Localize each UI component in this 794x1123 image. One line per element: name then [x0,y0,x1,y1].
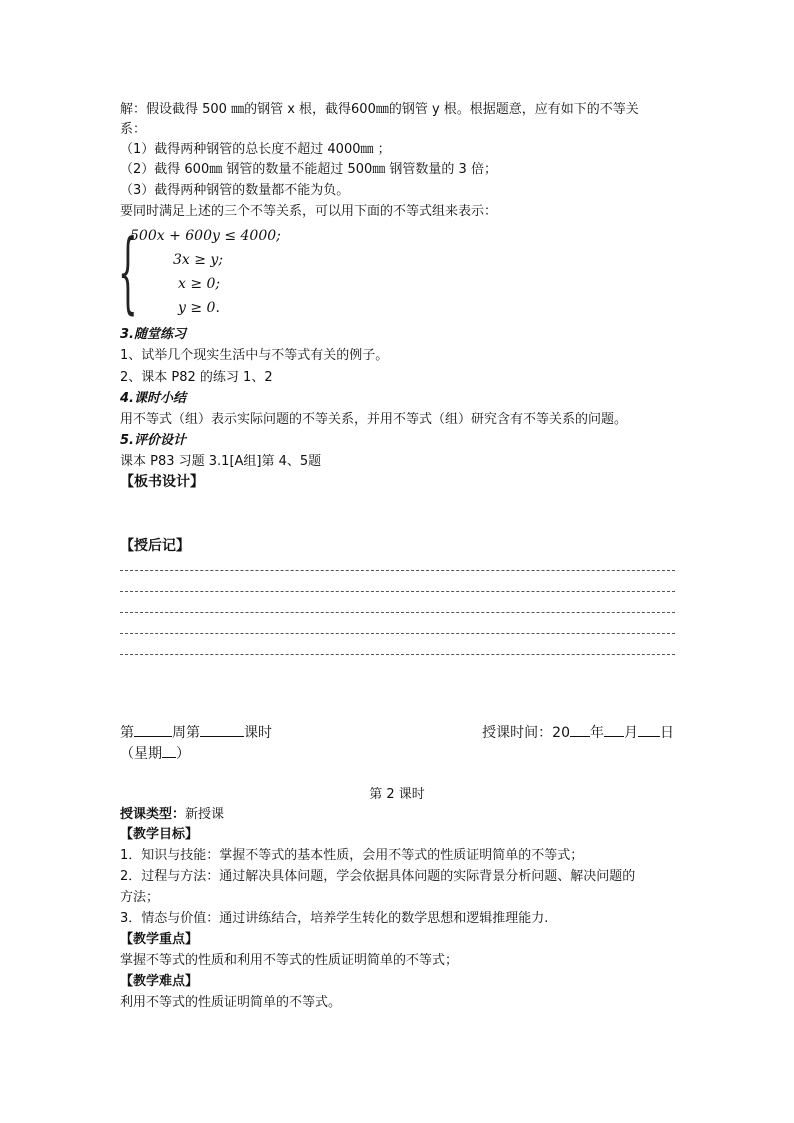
note-line [120,570,675,571]
note-line [120,591,675,592]
inequality-3: x ≥ 0; [178,276,221,292]
difficulty-heading: 【教学难点】 [120,974,199,989]
weekday-field [120,743,190,764]
teaching-date-field [482,722,674,743]
month-blank [604,722,624,737]
lesson-type-value: 新授课 [185,807,225,822]
inequality-1: 500x + 600y ≤ 4000; [130,228,281,244]
year-label: 年 [590,725,604,741]
lesson-type-label: 授课类型： [120,807,186,822]
week-label: 周第 [172,725,200,741]
period-label: 课时 [244,725,272,741]
month-label: 月 [624,725,638,741]
note-line [120,633,675,634]
note-line [120,654,675,655]
practice-item-2: 2、课本 P82 的练习 1、2 [120,370,273,385]
lesson-2-heading: 第 2 课时 [369,787,425,802]
practice-item-1: 1、试举几个现实生活中与不等式有关的例子。 [120,348,389,363]
period-blank [200,722,244,737]
objective-2: 2．过程与方法：通过解决具体问题，学会依据具体问题的实际背景分析问题、解决问题的 [120,869,636,884]
section-3-title: 3.随堂练习 [120,327,186,342]
key-points-text: 掌握不等式的性质和利用不等式的性质证明简单的不等式； [120,953,459,968]
year-blank [570,722,590,737]
day-label: 日 [660,725,674,741]
day-blank [638,722,660,737]
weekday-label: （星期 [120,746,162,762]
reflection-heading: 【授后记】 [120,538,190,554]
board-design-heading: 【板书设计】 [120,474,204,490]
inequality-4: y ≥ 0. [178,300,220,316]
difficulty-text: 利用不等式的性质证明简单的不等式。 [120,995,342,1010]
condition-1: （1）截得两种钢管的总长度不超过 4000㎜ ； [120,142,391,157]
solution-line-1: 解：假设截得 500 ㎜的钢管 x 根，截得600㎜的钢管 y 根。根据题意，应有如下的不等关 [120,102,639,117]
system-intro: 要同时满足上述的三个不等关系，可以用下面的不等式组来表示： [120,204,498,219]
week-label-prefix: 第 [120,725,134,741]
objective-3: 3．情态与价值：通过讲练结合，培养学生转化的数学思想和逻辑推理能力. [120,911,549,926]
system-brace: { [118,220,138,323]
objectives-heading: 【教学目标】 [120,827,199,842]
objective-2-cont: 方法； [120,890,160,905]
key-points-heading: 【教学重点】 [120,932,199,947]
teaching-time-label: 授课时间：20 [482,725,570,741]
note-line [120,612,675,613]
condition-3: （3）截得两种钢管的数量都不能为负。 [120,183,350,198]
objective-1: 1．知识与技能：掌握不等式的基本性质，会用不等式的性质证明简单的不等式； [120,848,584,863]
weekday-close: ） [176,746,190,762]
evaluation-text: 课本 P83 习题 3.1[A组]第 4、5题 [120,454,322,469]
week-blank [134,722,172,737]
section-5-title: 5.评价设计 [120,433,186,448]
section-4-title: 4.课时小结 [120,391,186,406]
lesson-type [120,805,224,825]
week-period-field [120,722,272,743]
condition-2: （2）截得 600㎜ 钢管的数量不能超过 500㎜ 钢管数量的 3 倍； [120,162,497,177]
summary-text: 用不等式（组）表示实际问题的不等关系，并用不等式（组）研究含有不等关系的问题。 [120,412,628,427]
weekday-blank [162,743,176,758]
inequality-2: 3x ≥ y; [173,252,224,268]
solution-line-2: 系： [120,122,147,137]
